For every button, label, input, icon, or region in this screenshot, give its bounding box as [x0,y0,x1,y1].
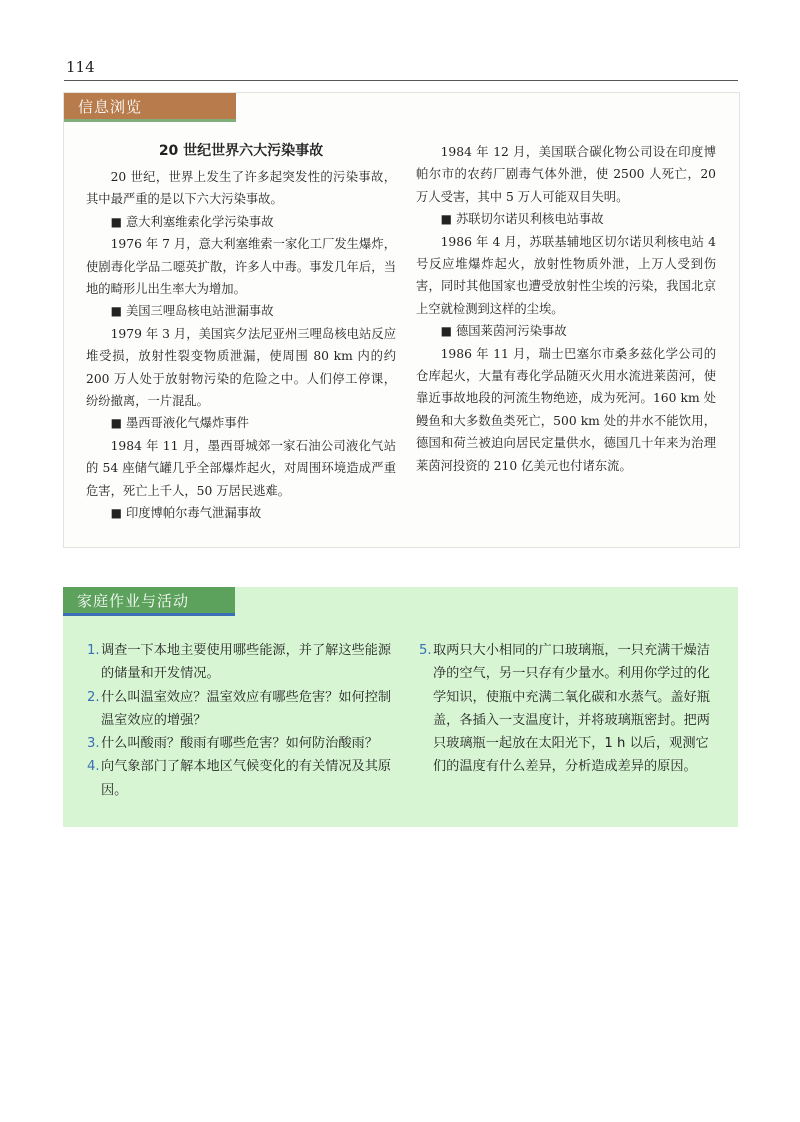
homework-header-label: 家庭作业与活动 [77,592,190,610]
article-paragraph: 1979 年 3 月，美国宾夕法尼亚州三哩岛核电站反应堆受损，放射性裂变物质泄漏，使周围 80 km 内的约 200 万人处于放射物污染的危险之中。人们停工停课，纷纷撤离，一片混乱。 [86,326,396,409]
black-square-icon: ■ [110,304,122,319]
black-square-icon: ■ [110,214,122,229]
homework-header [63,587,235,616]
event-heading [86,412,396,434]
event-heading [86,300,396,322]
info-browse-section [63,92,740,548]
homework-section [63,587,738,827]
question-text: 什么叫温室效应？温室效应有哪些危害？如何控制温室效应的增强？ [101,689,392,728]
question-text: 调查一下本地主要使用哪些能源，并了解这些能源的储量和开发情况。 [101,643,392,682]
homework-right-column [419,639,719,779]
event-heading-text: 苏联切尔诺贝利核电站事故 [455,212,604,227]
header-rule [64,80,738,81]
article-right-column [416,141,716,477]
info-browse-header-label: 信息浏览 [78,98,143,116]
black-square-icon: ■ [110,416,122,431]
homework-question [419,639,719,779]
question-number: 4. [87,759,100,775]
event-heading-text: 意大利塞维索化学污染事故 [125,214,274,229]
event-heading [86,211,396,233]
article-left-column [86,141,396,525]
homework-question [87,755,397,802]
question-text: 什么叫酸雨？酸雨有哪些危害？如何防治酸雨？ [101,736,378,752]
homework-left-column [87,639,397,802]
event-heading-text: 印度博帕尔毒气泄漏事故 [125,506,262,521]
article-paragraph: 1976 年 7 月，意大利塞维索一家化工厂发生爆炸，使剧毒化学品二噁英扩散，许多人中毒。事发几年后，当地的畸形儿出生率大为增加。 [86,237,396,297]
page-number: 114 [66,58,95,76]
question-number: 2. [87,689,100,705]
article-paragraph: 1986 年 11 月，瑞士巴塞尔市桑多兹化学公司的仓库起火，大量有毒化学品随灭火用水流进莱茵河，使靠近事故地段的河流生物绝迹，成为死河。160 km 处鳗鱼和大多数鱼类死亡，500 km 处的井水不能饮用，德国和荷兰被迫向居民定量供水，德国几十年来为治理莱茵河投资的 210 亿美元也付诸东流。 [416,346,716,473]
question-number: 5. [419,643,432,658]
question-number: 3. [87,736,100,752]
event-heading-text: 墨西哥液化气爆炸事件 [125,416,249,431]
homework-question [87,686,397,733]
question-number: 1. [87,643,100,658]
article-title: 20 世纪世界六大污染事故 [158,143,324,159]
info-browse-header [64,93,236,122]
homework-question [87,732,397,755]
article-paragraph: 1984 年 11 月，墨西哥城郊一家石油公司液化气站的 54 座储气罐几乎全部爆炸起火，对周围环境造成严重危害，死亡上千人，50 万居民逃难。 [86,438,396,498]
question-text: 向气象部门了解本地区气候变化的有关情况及其原因。 [101,759,392,798]
article-paragraph: 1986 年 4 月，苏联基辅地区切尔诺贝利核电站 4 号反应堆爆炸起火，放射性物质外泄，上万人受到伤害，同时其他国家也遭受放射性尘埃的污染，我国北京上空就检测到这样的尘埃。 [416,234,716,316]
black-square-icon: ■ [440,212,452,227]
question-text: 取两只大小相同的广口玻璃瓶，一只充满干燥洁净的空气，另一只存有少量水。利用你学过的化学知识，使瓶中充满二氧化碳和水蒸气。盖好瓶盖，各插入一支温度计，并将玻璃瓶密封。把两只玻璃瓶一起放在太阳光下，1 h 以后，观测它们的温度有什么差异，分析造成差异的原因。 [433,643,710,775]
event-heading-text: 德国莱茵河污染事故 [455,324,567,339]
article-paragraph: 20 世纪，世界上发生了许多起突发性的污染事故，其中最严重的是以下六大污染事故。 [86,170,396,207]
event-heading [416,320,716,342]
article-left-body [86,166,396,525]
event-heading-text: 美国三哩岛核电站泄漏事故 [125,304,274,319]
black-square-icon: ■ [440,324,452,339]
homework-question [87,639,397,686]
article-right-body [416,141,716,477]
black-square-icon: ■ [110,506,122,521]
event-heading [416,208,716,230]
event-heading [86,502,396,524]
article-paragraph: 1984 年 12 月，美国联合碳化物公司设在印度博帕尔市的农药厂剧毒气体外泄，使 2500 人死亡，20 万人受害，其中 5 万人可能双目失明。 [416,145,716,204]
